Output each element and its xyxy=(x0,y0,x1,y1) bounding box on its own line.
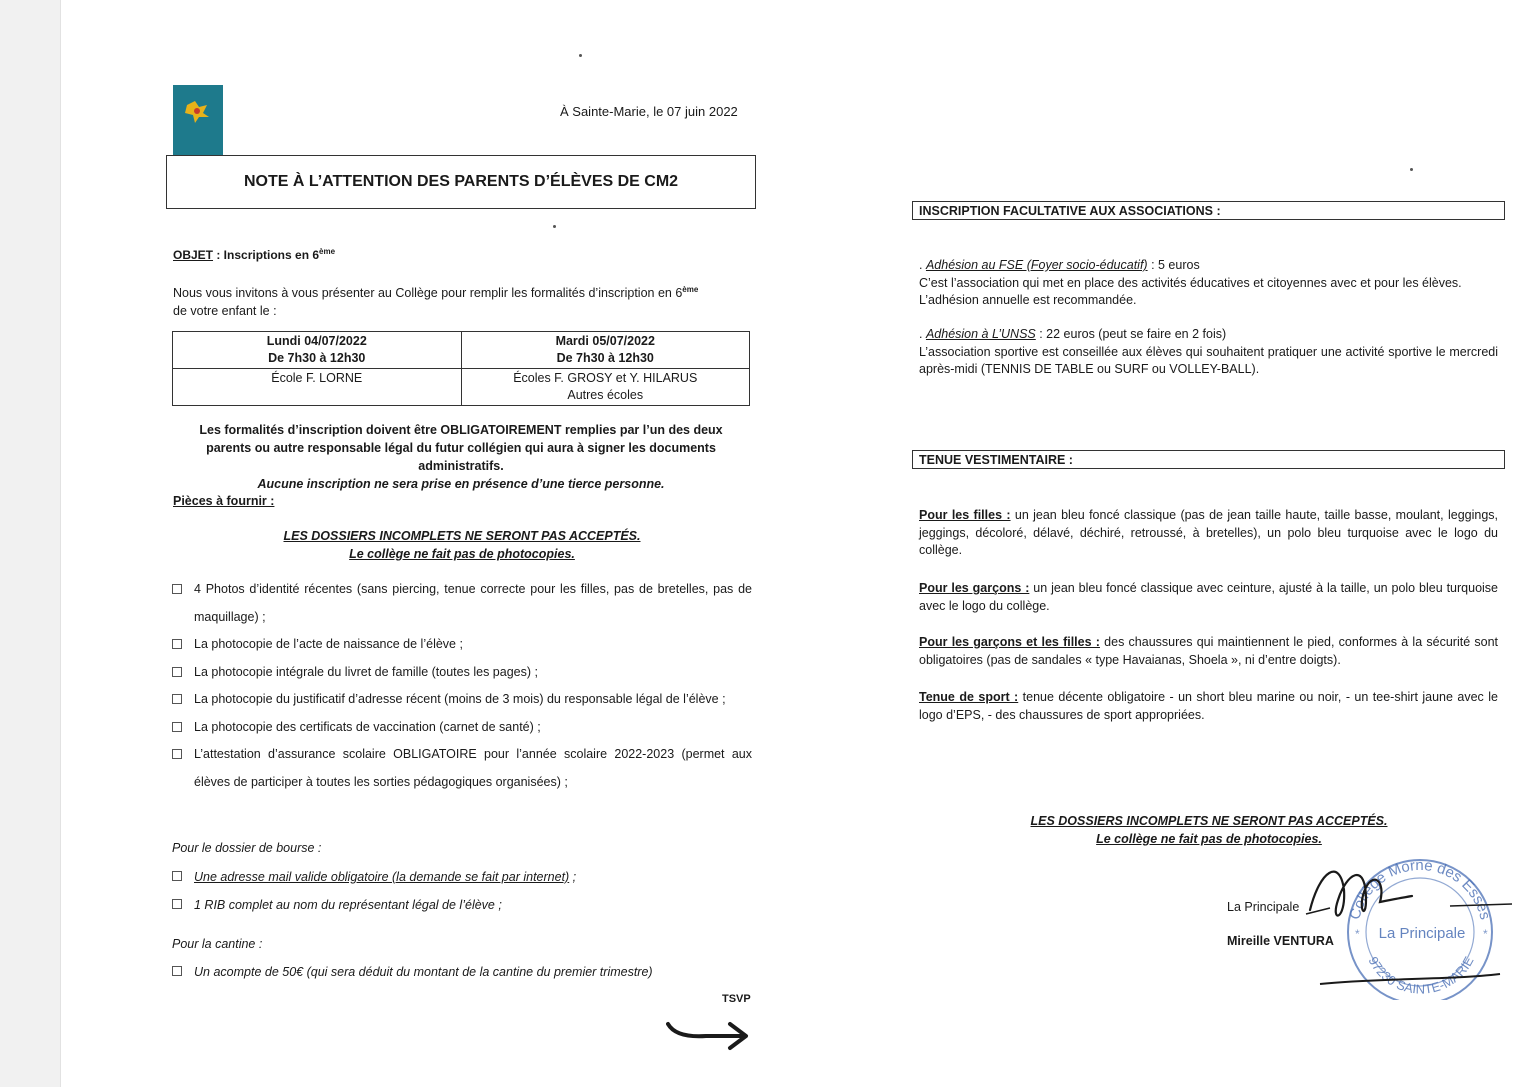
doc-item-2: La photocopie intégrale du livret de famille (toutes les pages) ; xyxy=(194,664,538,679)
incomplete-notice-left xyxy=(272,527,652,563)
list-item xyxy=(172,714,752,742)
list-item xyxy=(172,686,752,714)
table-row xyxy=(173,332,750,369)
stamp-bottom-text: 97230 SAINTE-MARIE xyxy=(1365,953,1477,997)
bourse-item1: Une adresse mail valide obligatoire (la demande se fait par internet) xyxy=(194,870,570,884)
tenue-garcons xyxy=(919,580,1498,615)
schedule-left-date xyxy=(173,332,462,369)
doc-item-5: L’attestation d’assurance scolaire OBLIGATOIRE pour l’année scolaire 2022-2023 (permet aux élèves de participer à toutes les sorties pédagogiques organisées) ; xyxy=(194,747,752,789)
sport-label: Tenue de sport : xyxy=(919,690,1019,704)
list-item xyxy=(172,576,752,631)
filles-label: Pour les filles : xyxy=(919,508,1011,522)
svg-text:*: * xyxy=(1355,927,1360,941)
associations-header xyxy=(912,201,1505,220)
official-stamp xyxy=(1300,850,1515,1000)
warning-emph: OBLIGATOIREMENT xyxy=(440,423,562,437)
document-date: À Sainte-Marie, le 07 juin 2022 xyxy=(560,104,738,119)
list-item xyxy=(172,958,752,986)
objet-line xyxy=(173,247,335,262)
stamp-center-text: La Principale xyxy=(1378,925,1466,942)
checkbox-icon xyxy=(172,584,182,594)
objet-sup: ème xyxy=(319,247,336,256)
incomplete-notice-right xyxy=(1015,812,1403,848)
left-time: De 7h30 à 12h30 xyxy=(268,351,366,365)
unss-desc: L’association sportive est conseillée aux élèves qui souhaitent pratiquer une activité sportive le mercredi après-midi (TENNIS DE TABLE ou SURF ou VOLLEY-BALL). xyxy=(919,344,1498,376)
objet-text: : Inscriptions en 6 xyxy=(213,248,320,262)
unss-price: : 22 euros (peut se faire en 2 fois) xyxy=(1035,327,1227,341)
checkbox-icon xyxy=(172,722,182,732)
documents-list xyxy=(172,576,752,796)
cantine-item1: Un acompte de 50€ (qui sera déduit du montant de la cantine du premier trimestre) xyxy=(194,965,653,979)
mandatory-warning xyxy=(185,421,737,493)
stamp-top-text: Collège Morne des Esses xyxy=(1346,856,1494,922)
scan-speck xyxy=(579,54,582,57)
list-item xyxy=(172,863,752,891)
incomplete-line2: Le collège ne fait pas de photocopies. xyxy=(1096,832,1322,846)
document-title xyxy=(166,155,756,209)
college-logo xyxy=(173,85,223,155)
logo-figure-icon xyxy=(183,99,211,125)
svg-text:*: * xyxy=(1483,927,1488,941)
objet-label: OBJET xyxy=(173,248,214,262)
doc-item-3: La photocopie du justificatif d’adresse récent (moins de 3 mois) du responsable légal de l’élève ; xyxy=(194,692,726,706)
both-label: Pour les garçons et les filles : xyxy=(919,635,1100,649)
doc-item-1: La photocopie de l’acte de naissance de l’élève ; xyxy=(194,637,463,651)
associations-title: INSCRIPTION FACULTATIVE AUX ASSOCIATIONS : xyxy=(919,204,1221,218)
fse-desc2: L’adhésion annuelle est recommandée. xyxy=(919,293,1137,307)
checkbox-icon xyxy=(172,966,182,976)
pieces-title: Pièces à fournir : xyxy=(173,494,275,508)
schedule-right-school xyxy=(461,369,750,406)
unss-label: Adhésion à L’UNSS xyxy=(925,327,1036,341)
cantine-list xyxy=(172,958,752,986)
bourse-item1-end: ; xyxy=(569,870,577,884)
bourse-title: Pour le dossier de bourse : xyxy=(172,841,322,855)
tenue-header xyxy=(912,450,1505,469)
tenue-both xyxy=(919,634,1498,669)
both-text: des chaussures qui maintiennent le pied, conformes à la sécurité sont obligatoires (pas de sandales « type Havaianas, Shoela », ni d’entre doigts). xyxy=(919,635,1498,667)
incomplete-line1: LES DOSSIERS INCOMPLETS NE SERONT PAS ACCEPTÉS. xyxy=(283,529,641,543)
tsvp-label: TSVP xyxy=(722,993,751,1005)
schedule-table xyxy=(172,331,750,406)
incomplete-line2: Le collège ne fait pas de photocopies. xyxy=(349,547,575,561)
checkbox-icon xyxy=(172,749,182,759)
tenue-sport xyxy=(919,689,1498,724)
garcons-text: un jean bleu foncé classique avec ceinture, ajusté à la taille, un polo bleu turquoise avec le logo du collège. xyxy=(919,581,1499,613)
bourse-list xyxy=(172,863,752,919)
doc-item-4: La photocopie des certificats de vaccination (carnet de santé) ; xyxy=(194,719,541,734)
scan-edge xyxy=(0,0,61,1087)
fse-block: . Adhésion au FSE (Foyer socio-éducatif) : 5 euros C’est l’association qui met en place des activités éducatives et citoyennes avec et pour les élèves. L’adhésion annuelle est recommandée. xyxy=(919,258,1462,307)
right-school: Écoles F. GROSY et Y. HILARUS xyxy=(513,371,698,385)
filles-text: un jean bleu foncé classique (pas de jean taille haute, taille basse, moulant, leggings, jeggings, décoloré, délavé, déchiré, retroussé, à bretelles), un polo bleu turquoise avec le logo du collège. xyxy=(919,508,1499,557)
intro-paragraph xyxy=(173,281,753,320)
checkbox-icon xyxy=(172,667,182,677)
incomplete-line1: LES DOSSIERS INCOMPLETS NE SERONT PAS ACCEPTÉS. xyxy=(1030,814,1388,828)
right-time: De 7h30 à 12h30 xyxy=(556,351,654,365)
scan-speck xyxy=(553,225,556,228)
checkbox-icon xyxy=(172,871,182,881)
list-item xyxy=(172,741,752,796)
intro-sup: ème xyxy=(682,285,699,294)
warning-part1: Les formalités d’inscription doivent être xyxy=(199,423,441,437)
schedule-right-date xyxy=(461,332,750,369)
checkbox-icon xyxy=(172,694,182,704)
intro-line1: Nous vous invitons à vous présenter au Collège pour remplir les formalités d’inscription en 6 xyxy=(173,286,683,301)
fse-desc1: C’est l’association qui met en place des activités éducatives et citoyennes avec et pour les élèves. xyxy=(919,275,1462,290)
list-item xyxy=(172,659,752,687)
arrow-right-icon xyxy=(666,1016,750,1056)
signatory-role: La Principale xyxy=(1227,900,1300,914)
table-row xyxy=(173,369,750,406)
tenue-filles xyxy=(919,507,1498,560)
fse-label: Adhésion au FSE (Foyer socio-éducatif) xyxy=(925,258,1148,272)
warning-note: Aucune inscription ne sera prise en présence d’une tierce personne. xyxy=(257,477,665,491)
sport-text: tenue décente obligatoire - un short bleu marine ou noir, - un tee-shirt jaune avec le logo d’EPS, - des chaussures de sport appropriées. xyxy=(919,690,1498,722)
unss-block: . Adhésion à L’UNSS : 22 euros (peut se faire en 2 fois) L’association sportive est conseillée aux élèves qui souhaitent pratiquer une activité sportive le mercredi après-midi (TENNIS DE TABLE ou SURF ou VOLLEY-BALL). xyxy=(919,327,1498,376)
warning-part2: remplies par l’un des deux parents ou autre responsable légal du futur collégien qui aura à signer les documents administratifs. xyxy=(206,423,723,473)
left-day: Lundi 04/07/2022 xyxy=(266,334,367,348)
fse-price: : 5 euros xyxy=(1147,258,1200,272)
left-school: École F. LORNE xyxy=(271,371,363,385)
checkbox-icon xyxy=(172,899,182,909)
scan-speck xyxy=(1410,168,1413,171)
title-text: NOTE À L’ATTENTION DES PARENTS D’ÉLÈVES DE CM2 xyxy=(243,173,679,190)
tenue-title: TENUE VESTIMENTAIRE : xyxy=(919,453,1073,467)
cantine-title: Pour la cantine : xyxy=(172,937,263,951)
intro-line2: de votre enfant le : xyxy=(173,304,277,319)
svg-text:Collège Morne des Esses xyxy=(1346,857,1493,921)
garcons-label: Pour les garçons : xyxy=(919,581,1030,595)
right-other: Autres écoles xyxy=(567,388,644,402)
doc-item-0: 4 Photos d’identité récentes (sans piercing, tenue correcte pour les filles, pas de bretelles, pas de maquillage) ; xyxy=(194,582,752,624)
list-item xyxy=(172,631,752,659)
schedule-left-school xyxy=(173,369,462,406)
right-day: Mardi 05/07/2022 xyxy=(555,334,655,348)
signatory-name: Mireille VENTURA xyxy=(1227,934,1334,948)
list-item xyxy=(172,891,752,919)
checkbox-icon xyxy=(172,639,182,649)
bourse-item2: 1 RIB complet au nom du représentant légal de l’élève ; xyxy=(194,898,502,912)
svg-text:97230 SAINTE-MARIE xyxy=(1366,954,1477,997)
